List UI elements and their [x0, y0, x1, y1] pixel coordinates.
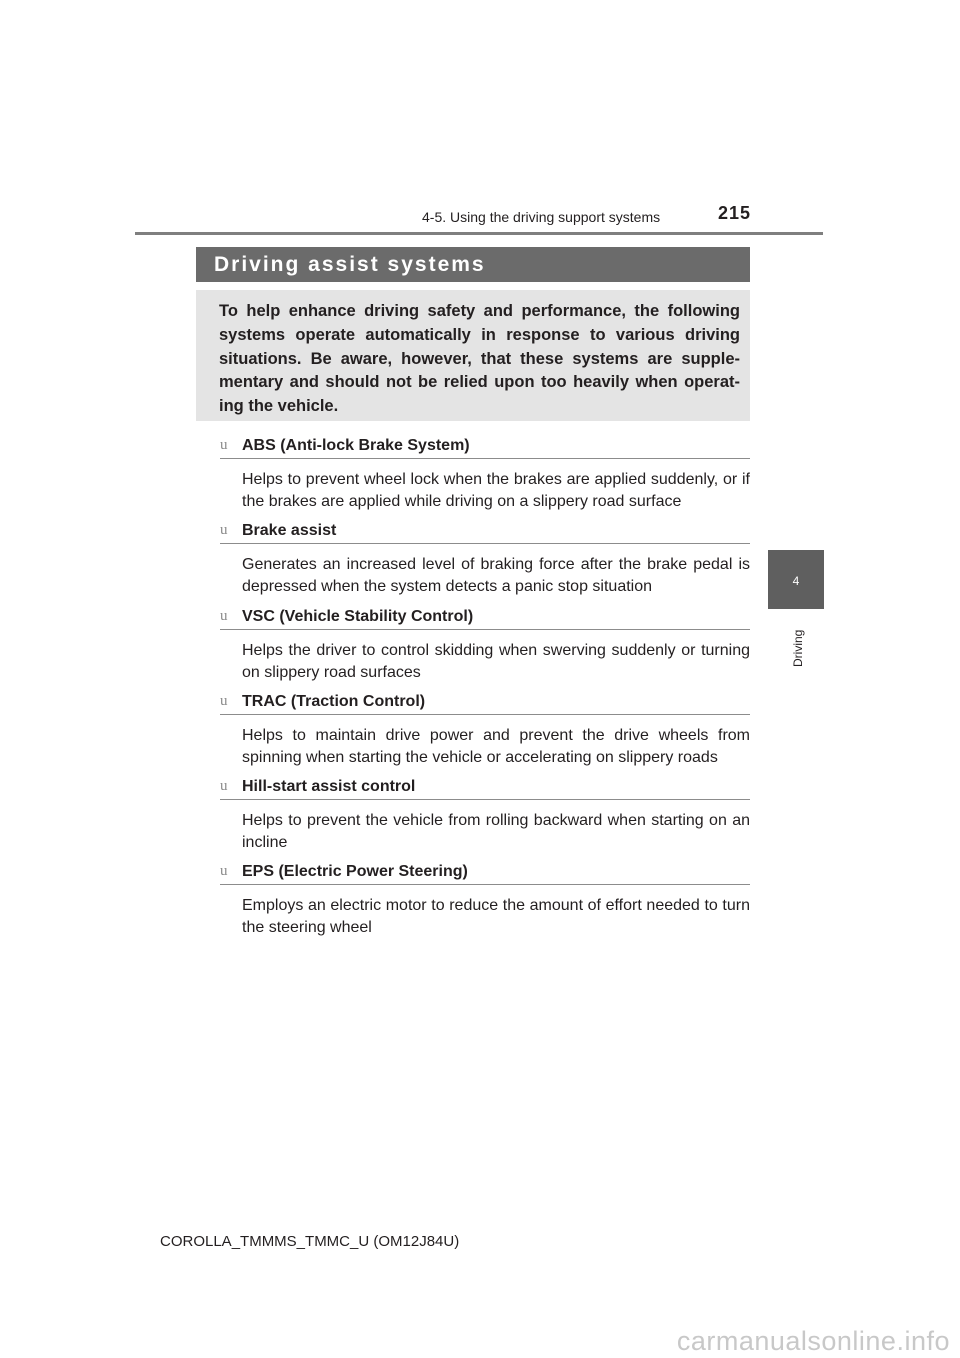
system-item-hill-start	[220, 777, 750, 853]
chapter-tab	[768, 550, 824, 609]
chapter-number: 4	[792, 574, 800, 588]
item-heading	[220, 692, 750, 715]
item-title: ABS (Anti-lock Brake System)	[242, 437, 470, 454]
chapter-label-text: Driving	[791, 629, 805, 667]
bullet-icon: u	[220, 608, 228, 624]
item-title: Hill-start assist control	[242, 778, 416, 795]
page-number: 215	[718, 203, 752, 223]
section-title: Driving assist systems	[214, 253, 486, 276]
section-title-bar	[196, 247, 750, 282]
intro-text: To help enhance driving safety and performance, the following systems operate automatically in response to various driving situations. Be aware, however, that these systems are supple- mentary and should not be relied upon too heavily when operat- ing the vehicle.	[219, 302, 740, 416]
item-title: Brake assist	[242, 522, 337, 539]
item-heading	[220, 436, 750, 459]
item-description: Employs an electric motor to reduce the amount of effort needed to turn the steering wheel	[242, 897, 750, 936]
item-description: Helps to prevent the vehicle from rolling backward when starting on an incline	[242, 812, 750, 851]
system-item-abs	[220, 436, 750, 512]
item-description: Generates an increased level of braking force after the brake pedal is depressed when the system detects a panic stop situation	[242, 556, 750, 595]
item-title: VSC (Vehicle Stability Control)	[242, 608, 474, 625]
system-item-vsc	[220, 607, 750, 683]
system-item-brake-assist	[220, 521, 750, 597]
bullet-icon: u	[220, 437, 228, 453]
item-description: Helps to maintain drive power and prevent the drive wheels from spinning when starting the vehicle or accelerating on slippery roads	[242, 727, 750, 766]
bullet-icon: u	[220, 778, 228, 794]
document-id: COROLLA_TMMMS_TMMC_U (OM12J84U)	[160, 1233, 460, 1250]
system-item-eps	[220, 862, 750, 938]
item-description: Helps to prevent wheel lock when the brakes are applied suddenly, or if the brakes are applied while driving on a slippery road surface	[242, 471, 750, 510]
header-rule	[135, 232, 823, 235]
bullet-icon: u	[220, 522, 228, 538]
item-title: TRAC (Traction Control)	[242, 693, 426, 710]
bullet-icon: u	[220, 693, 228, 709]
chapter-label	[767, 619, 827, 669]
item-heading	[220, 521, 750, 544]
item-description: Helps the driver to control skidding when swerving suddenly or turning on slippery road surfaces	[242, 642, 750, 681]
watermark: carmanualsonline.info	[676, 1326, 950, 1356]
intro-box	[196, 290, 750, 421]
running-header-section: 4-5. Using the driving support systems	[422, 209, 661, 225]
bullet-icon: u	[220, 863, 228, 879]
item-heading	[220, 777, 750, 800]
item-title: EPS (Electric Power Steering)	[242, 863, 468, 880]
system-item-trac	[220, 692, 750, 768]
item-heading	[220, 607, 750, 630]
item-heading	[220, 862, 750, 885]
